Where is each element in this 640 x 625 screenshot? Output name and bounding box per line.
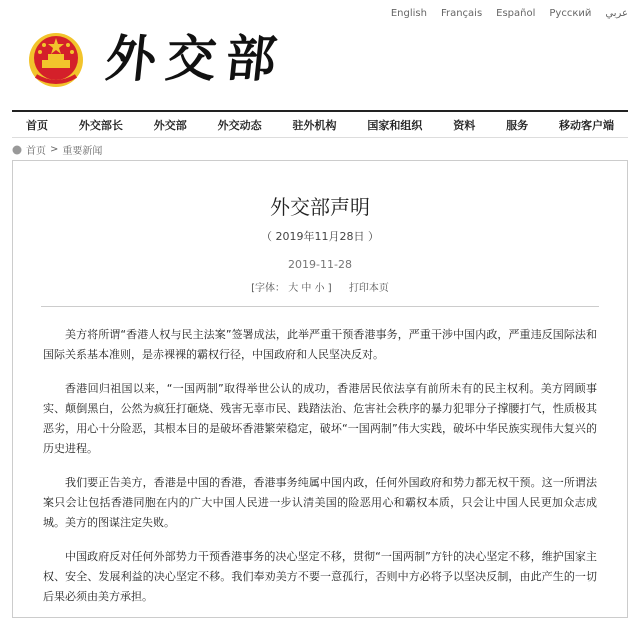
lang-russian[interactable]: Русский xyxy=(549,8,592,19)
national-emblem-icon[interactable] xyxy=(26,30,86,90)
font-size-close: ] xyxy=(327,283,332,294)
breadcrumb-separator: > xyxy=(50,144,59,155)
lang-arabic[interactable]: عربي xyxy=(605,8,628,19)
main-nav xyxy=(12,110,628,138)
breadcrumb-current[interactable]: 重要新闻 xyxy=(62,146,103,157)
site-header xyxy=(26,20,616,100)
nav-missions[interactable]: 驻外机构 xyxy=(292,118,337,132)
font-large-button[interactable]: 大 xyxy=(288,283,299,294)
paragraph: 我们要正告美方，香港是中国的香港，香港事务纯属中国内政，任何外国政府和势力都无权干预。这一所谓法案只会让包括香港同胞在内的广大中国人民进一步认清美国的险恶用心和霸权本质，只会让中国人民更加众志成城。美方的图谋注定失败。 xyxy=(43,476,597,529)
font-small-button[interactable]: 小 xyxy=(314,283,325,294)
lang-english[interactable]: English xyxy=(390,8,427,19)
nav-minister[interactable]: 外交部长 xyxy=(78,118,123,132)
nav-home[interactable]: 首页 xyxy=(26,118,48,132)
article-title: 外交部声明 xyxy=(270,195,370,219)
nav-ministry[interactable]: 外交部 xyxy=(153,118,187,132)
breadcrumb xyxy=(12,142,102,157)
article-panel xyxy=(12,160,628,618)
lang-spanish[interactable]: Español xyxy=(496,8,536,19)
article-date: 2019-11-28 xyxy=(288,258,352,271)
language-bar xyxy=(391,8,628,19)
paragraph: 香港回归祖国以来，“一国两制”取得举世公认的成功，香港居民依法享有前所未有的民主权利。美方罔顾事实、颠倒黑白，公然为疯狂打砸烧、残害无辜市民、践踏法治、危害社会秩序的暴力犯罪分子撑腰打气，性质极其恶劣，用心十分险恶，其根本目的是破坏香港繁荣稳定，破坏“一国两制”伟大实践，破坏中华民族实现伟大复兴的历史进程。 xyxy=(43,382,597,455)
site-logo[interactable]: 外交部 xyxy=(102,29,290,88)
font-medium-button[interactable]: 中 xyxy=(301,283,312,294)
font-size-label: [字体： xyxy=(251,283,286,294)
home-icon xyxy=(12,145,22,155)
nav-services[interactable]: 服务 xyxy=(506,118,529,132)
paragraph: 美方将所谓“香港人权与民主法案”签署成法，此举严重干预香港事务，严重干涉中国内政，严重违反国际法和国际关系基本准则，是赤裸裸的霸权行径，中国政府和人民坚决反对。 xyxy=(43,328,597,361)
nav-mobile[interactable]: 移动客户端 xyxy=(559,118,614,132)
nav-resources[interactable]: 资料 xyxy=(453,118,476,132)
breadcrumb-home[interactable]: 首页 xyxy=(26,146,46,157)
nav-news[interactable]: 外交动态 xyxy=(217,118,262,132)
article-tools xyxy=(13,279,627,294)
article-subtitle: （ 2019年11月28日 ） xyxy=(261,230,379,243)
article-body xyxy=(13,307,627,607)
print-button[interactable]: 打印本页 xyxy=(348,283,389,294)
paragraph: 中国政府反对任何外部势力干预香港事务的决心坚定不移，贯彻“一国两制”方针的决心坚定不移，维护国家主权、安全、发展利益的决心坚定不移。我们奉劝美方不要一意孤行，否则中方必将予以坚决反制，由此产生的一切后果必须由美方承担。 xyxy=(43,550,597,603)
nav-countries[interactable]: 国家和组织 xyxy=(367,118,423,132)
lang-french[interactable]: Français xyxy=(440,8,483,19)
